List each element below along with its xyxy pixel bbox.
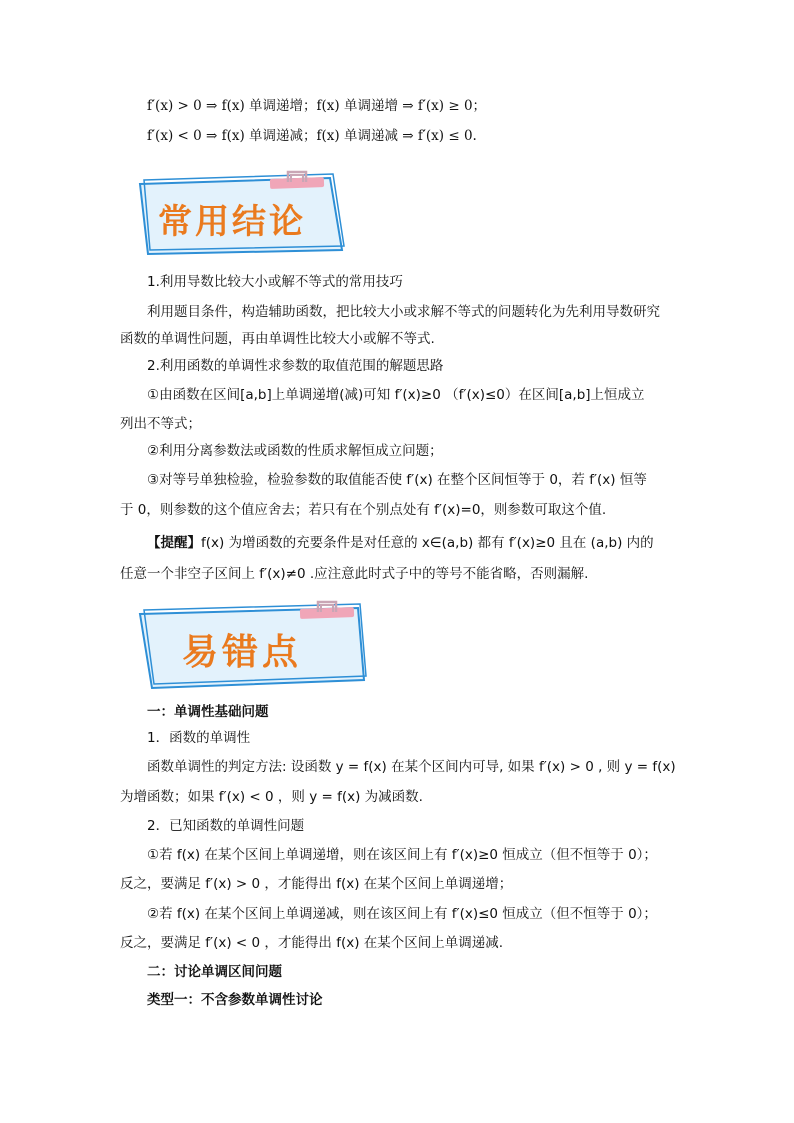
banner-error-points xyxy=(130,600,370,695)
s1-para-1a: 利用题目条件，构造辅助函数，把比较大小或求解不等式的问题转化为先利用导数研究 xyxy=(147,304,660,320)
s1-para-2b: 列出不等式； xyxy=(120,416,201,432)
intro-line-2: f′(x) < 0 ⇒ f(x) 单调递减；f(x) 单调递减 ⇒ f′(x) ≤ 0. xyxy=(147,128,477,144)
s2-sub-1: 1．函数的单调性 xyxy=(147,730,251,746)
s2-heading-2: 二：讨论单调区间问题 xyxy=(147,964,282,980)
tip-line-a xyxy=(147,533,654,553)
s2-para-1b: 为增函数；如果 f′(x) < 0 ，则 y = f(x) 为减函数. xyxy=(120,789,423,805)
s1-heading-2: 2.利用函数的单调性求参数的取值范围的解题思路 xyxy=(147,358,444,374)
s1-para-4b: 于 0，则参数的这个值应舍去；若只有在个别点处有 f′(x)=0，则参数可取这个值. xyxy=(120,502,607,518)
s2-para-2a: ①若 f(x) 在某个区间上单调递增，则在该区间上有 f′(x)≥0 恒成立（但不恒等于 0）； xyxy=(147,847,657,863)
tip-text-a: f(x) 为增函数的充要条件是对任意的 x∈(a,b) 都有 f′(x)≥0 且在 (a,b) 内的 xyxy=(201,535,654,551)
tip-label: 【提醒】 xyxy=(147,535,201,551)
tip-line-b: 任意一个非空子区间上 f′(x)≠0 .应注意此时式子中的等号不能省略，否则漏解. xyxy=(120,566,589,582)
s1-para-3: ②利用分离参数法或函数的性质求解恒成立问题； xyxy=(147,443,443,459)
s1-heading-1: 1.利用导数比较大小或解不等式的常用技巧 xyxy=(147,274,403,290)
s1-para-1b: 函数的单调性问题，再由单调性比较大小或解不等式. xyxy=(120,331,435,347)
s2-heading-3: 类型一：不含参数单调性讨论 xyxy=(147,992,323,1008)
banner-common-conclusions xyxy=(130,170,370,260)
s2-para-2c: ②若 f(x) 在某个区间上单调递减，则在该区间上有 f′(x)≤0 恒成立（但不恒等于 0）； xyxy=(147,906,657,922)
s2-sub-2: 2．已知函数的单调性问题 xyxy=(147,818,305,834)
banner-title: 常用结论 xyxy=(158,202,306,242)
s2-heading-1: 一：单调性基础问题 xyxy=(147,704,269,720)
s1-para-4a: ③对等号单独检验，检验参数的取值能否使 f′(x) 在整个区间恒等于 0，若 f′(x) 恒等 xyxy=(147,472,647,488)
s2-para-2b: 反之，要满足 f′(x) > 0 ，才能得出 f(x) 在某个区间上单调递增； xyxy=(120,876,513,892)
s1-para-2a: ①由函数在区间[a,b]上单调递增(减)可知 f′(x)≥0 （f′(x)≤0）在区间[a,b]上恒成立 xyxy=(147,387,645,403)
s2-para-1a: 函数单调性的判定方法: 设函数 y = f(x) 在某个区间内可导, 如果 f′(x) > 0 , 则 y = f(x) xyxy=(147,759,676,775)
s2-para-2d: 反之，要满足 f′(x) < 0 ，才能得出 f(x) 在某个区间上单调递减. xyxy=(120,935,504,951)
banner-title: 易错点 xyxy=(182,631,303,673)
intro-line-1: f′(x) > 0 ⇒ f(x) 单调递增；f(x) 单调递增 ⇒ f′(x) ≥ 0； xyxy=(147,98,487,114)
